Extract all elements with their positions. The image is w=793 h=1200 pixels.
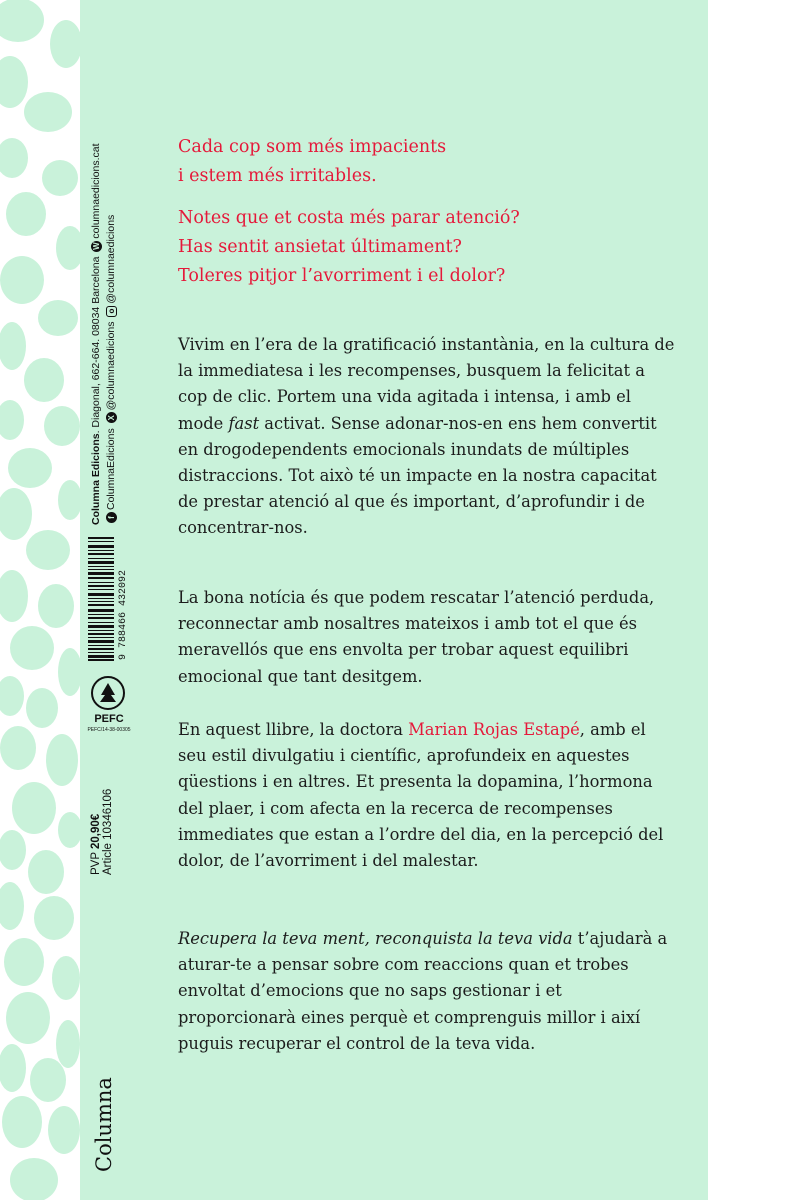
page-margin [708, 0, 793, 1200]
publisher-address: . Diagonal, 662-664. 08034 Barcelona [90, 256, 102, 434]
publisher-website: columnaedicions.cat [90, 143, 102, 239]
paragraph-1-text-a: Vivim en l’era de la gratificació instantània, en la cultura de la immediatesa i les recompenses, busquem la felicitat a cop de clic. Portem una vida agitada i intensa, i amb el mode [178, 335, 675, 433]
barcode-graphic [88, 537, 114, 661]
paragraph-3 [178, 717, 678, 874]
paragraph-4 [178, 926, 678, 1057]
paragraph-1 [178, 332, 678, 542]
book-spine [80, 0, 135, 1200]
price-label: PVP [90, 852, 102, 875]
questions-block [178, 204, 678, 291]
publisher-info [90, 143, 117, 525]
intro-line: i estem més irritables. [178, 166, 377, 186]
author-name: Marian Rojas Estapé [408, 720, 580, 739]
publisher-x: @columnaedicions [105, 321, 117, 411]
paragraph-2 [178, 585, 678, 690]
intro-line: Cada cop som més impacients [178, 137, 447, 157]
paragraph-2-text: La bona notícia és que podem rescatar l’atenció perduda, reconnectar amb nosaltres mateixos i amb tot el que és meravellós que ens envolta per trobar aquest equilibri emocional que tant desitgem. [178, 588, 655, 686]
question-line: Notes que et costa més parar atenció? [178, 208, 520, 228]
question-line: Has sentit ansietat últimament? [178, 237, 462, 257]
paragraph-3-text-a: En aquest llibre, la doctora [178, 720, 409, 739]
pebble-pattern-graphic [0, 0, 80, 1200]
publisher-brand: Columna [92, 1077, 116, 1172]
publisher-social-line [105, 143, 117, 525]
paragraph-3-text-b: , amb el seu estil divulgatiu i científic, aprofundeix en aquestes qüestions i en altres. Et presenta la dopamina, l’hormona del plaer, i com afecta en la recerca de recompenses immediates que estan a l’ordre del dia, en la percepció del dolor, de l’avorriment i del malestar. [178, 720, 664, 871]
book-title-italic: Recupera la teva ment, reconquista la teva vida [178, 929, 573, 948]
price-info [90, 789, 114, 875]
publisher-instagram: @columnaedicions [105, 214, 117, 304]
publisher-address-line [90, 143, 102, 525]
price-line [90, 789, 102, 875]
pefc-label: PEFC [94, 713, 124, 725]
publisher-facebook: ColumnaEdicions [105, 428, 117, 510]
barcode-number: 9 788466 432092 [118, 569, 129, 660]
pefc-tree-icon [91, 676, 125, 710]
pebble-pattern [0, 0, 80, 1200]
web-icon: W [91, 242, 101, 250]
pefc-code: PEFC/14-38-00305 [87, 727, 131, 733]
paragraph-1-italic: fast [228, 413, 260, 433]
price-value: 20,90€ [90, 813, 102, 849]
question-line: Toleres pitjor l’avorriment i el dolor? [178, 266, 506, 286]
facebook-icon: f [106, 512, 117, 523]
pefc-mark [86, 676, 132, 733]
x-icon: X [106, 412, 117, 423]
paragraph-4-text: t’ajudarà a aturar-te a pensar sobre com reaccions quan et trobes envoltat d’emocions que no saps gestionar i et proporcionarà eines perquè et comprenguis millor i així puguis recuperar el control de la teva vida. [178, 929, 668, 1053]
intro-headline [178, 133, 678, 191]
article-number: Article 10346106 [102, 788, 114, 875]
publisher-name: Columna Edicions [90, 433, 102, 525]
instagram-icon: o [106, 306, 117, 317]
paragraph-1-text-b: activat. Sense adonar-nos-en ens hem convertit en drogodependents emocionals inundats de múltiples distraccions. Tot això té un impacte en la nostra capacitat de prestar atenció al que és important, d’aprofundir i de concentrar-nos. [178, 413, 657, 538]
